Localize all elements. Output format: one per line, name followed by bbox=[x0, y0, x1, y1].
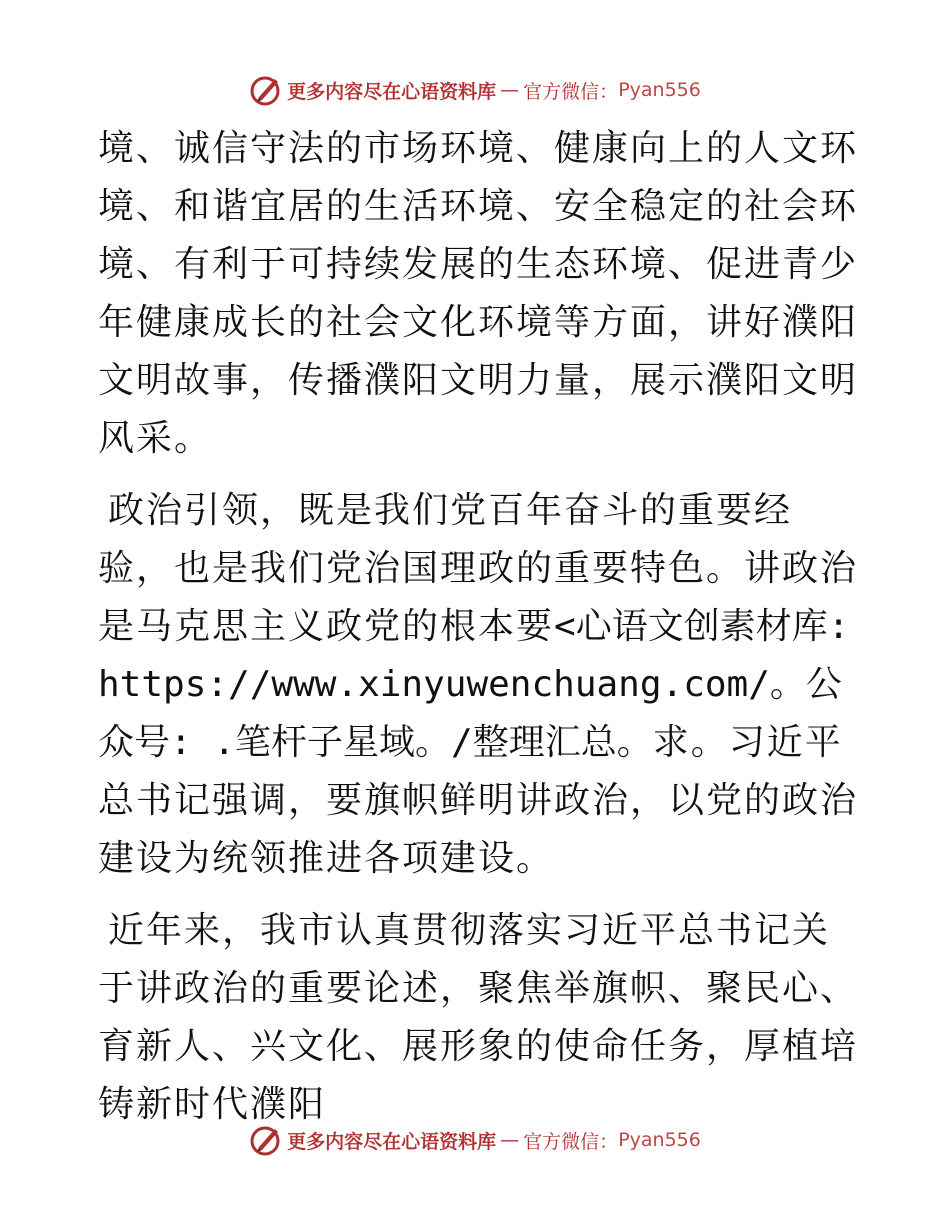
footer-wechat-label: 官方微信： bbox=[523, 1130, 619, 1153]
header-banner bbox=[0, 70, 950, 110]
paragraph-2-head: 政治引领，既是我们党百年奋斗的重要经验，也是我们党治国理政的重要特色。讲政治是马克思主义政党的根本要 bbox=[98, 490, 859, 647]
footer-wechat-handle: Pyan556 bbox=[618, 1129, 701, 1151]
quill-pen-logo-icon bbox=[249, 1123, 283, 1157]
paragraph-2-inserted-source: <心语文创素材库: https://www.xinyuwenchuang.com/。公众号: .笔杆子星域。/整理汇总。 bbox=[98, 606, 850, 763]
footer-dash: — bbox=[500, 1129, 520, 1151]
header-wechat-label: 官方微信： bbox=[523, 80, 619, 103]
document-body bbox=[98, 120, 858, 1134]
header-wechat-handle: Pyan556 bbox=[618, 79, 701, 101]
footer-banner bbox=[0, 1120, 950, 1160]
paragraph-1: 境、诚信守法的市场环境、健康向上的人文环境、和谐宜居的生活环境、安全稳定的社会环境、有利于可持续发展的生态环境、促进青少年健康成长的社会文化环境等方面，讲好濮阳文明故事，传播濮阳文明力量，展示濮阳文明风采。 bbox=[98, 128, 859, 459]
paragraph-2 bbox=[98, 482, 858, 888]
footer-site-text: 更多内容尽在心语资料库 bbox=[287, 1130, 497, 1153]
paragraph-3: 近年来，我市认真贯彻落实习近平总书记关于讲政治的重要论述，聚焦举旗帜、聚民心、育新人、兴文化、展形象的使命任务，厚植培铸新时代濮阳 bbox=[98, 910, 859, 1125]
quill-pen-logo-icon bbox=[249, 73, 283, 107]
header-site-text: 更多内容尽在心语资料库 bbox=[287, 80, 497, 103]
paragraph-2-tail: 求。习近平总书记强调，要旗帜鲜明讲政治，以党的政治建设为统领推进各项建设。 bbox=[98, 722, 859, 879]
header-dash: — bbox=[500, 79, 520, 101]
